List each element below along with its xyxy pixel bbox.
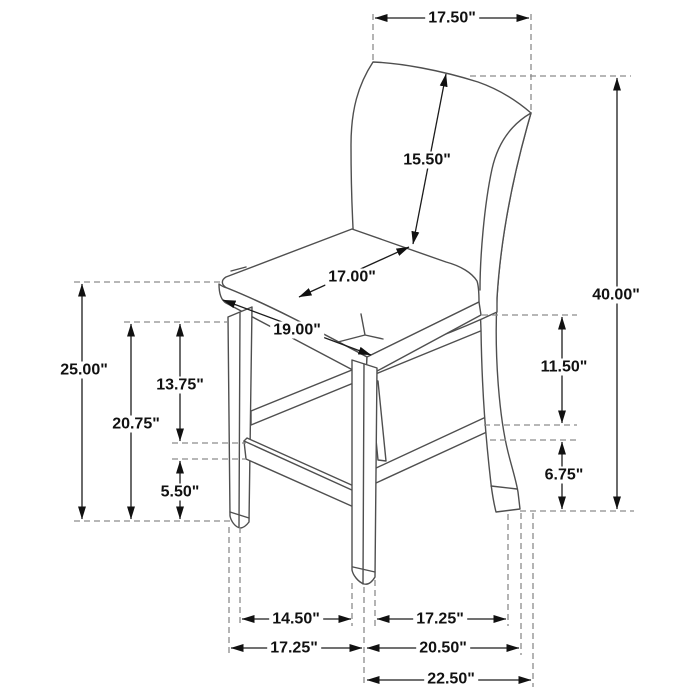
dim-label-overall-depth: 22.50"	[424, 671, 478, 688]
dim-label-seat-height: 25.00"	[57, 362, 111, 379]
dim-label-front-stretcher-height: 5.50"	[158, 484, 203, 501]
dim-label-back-top-width: 17.50"	[425, 10, 479, 27]
dim-label-back-height: 15.50"	[400, 152, 454, 169]
front-left-leg-inner-edge	[239, 313, 240, 527]
dim-label-seat-to-side-stretcher: 11.50"	[538, 359, 591, 376]
dim-label-floor-to-apron: 20.75"	[109, 416, 163, 433]
dim-label-apron-to-stretcher: 13.75"	[153, 377, 207, 394]
dim-label-overall-height: 40.00"	[589, 287, 643, 304]
dim-label-base-width: 17.25"	[267, 640, 321, 657]
dim-label-side-leg-spacing: 17.25"	[413, 611, 467, 628]
side-stretcher-lower	[374, 417, 489, 483]
dim-label-side-stretcher-to-floor: 6.75"	[542, 467, 587, 484]
dim-label-front-leg-spacing: 14.50"	[269, 611, 323, 628]
dim-label-seat-width: 19.00"	[270, 322, 324, 339]
dim-label-seat-depth: 17.00"	[325, 269, 379, 286]
dim-label-base-depth: 20.50"	[416, 640, 470, 657]
chair-line-art	[219, 62, 531, 584]
